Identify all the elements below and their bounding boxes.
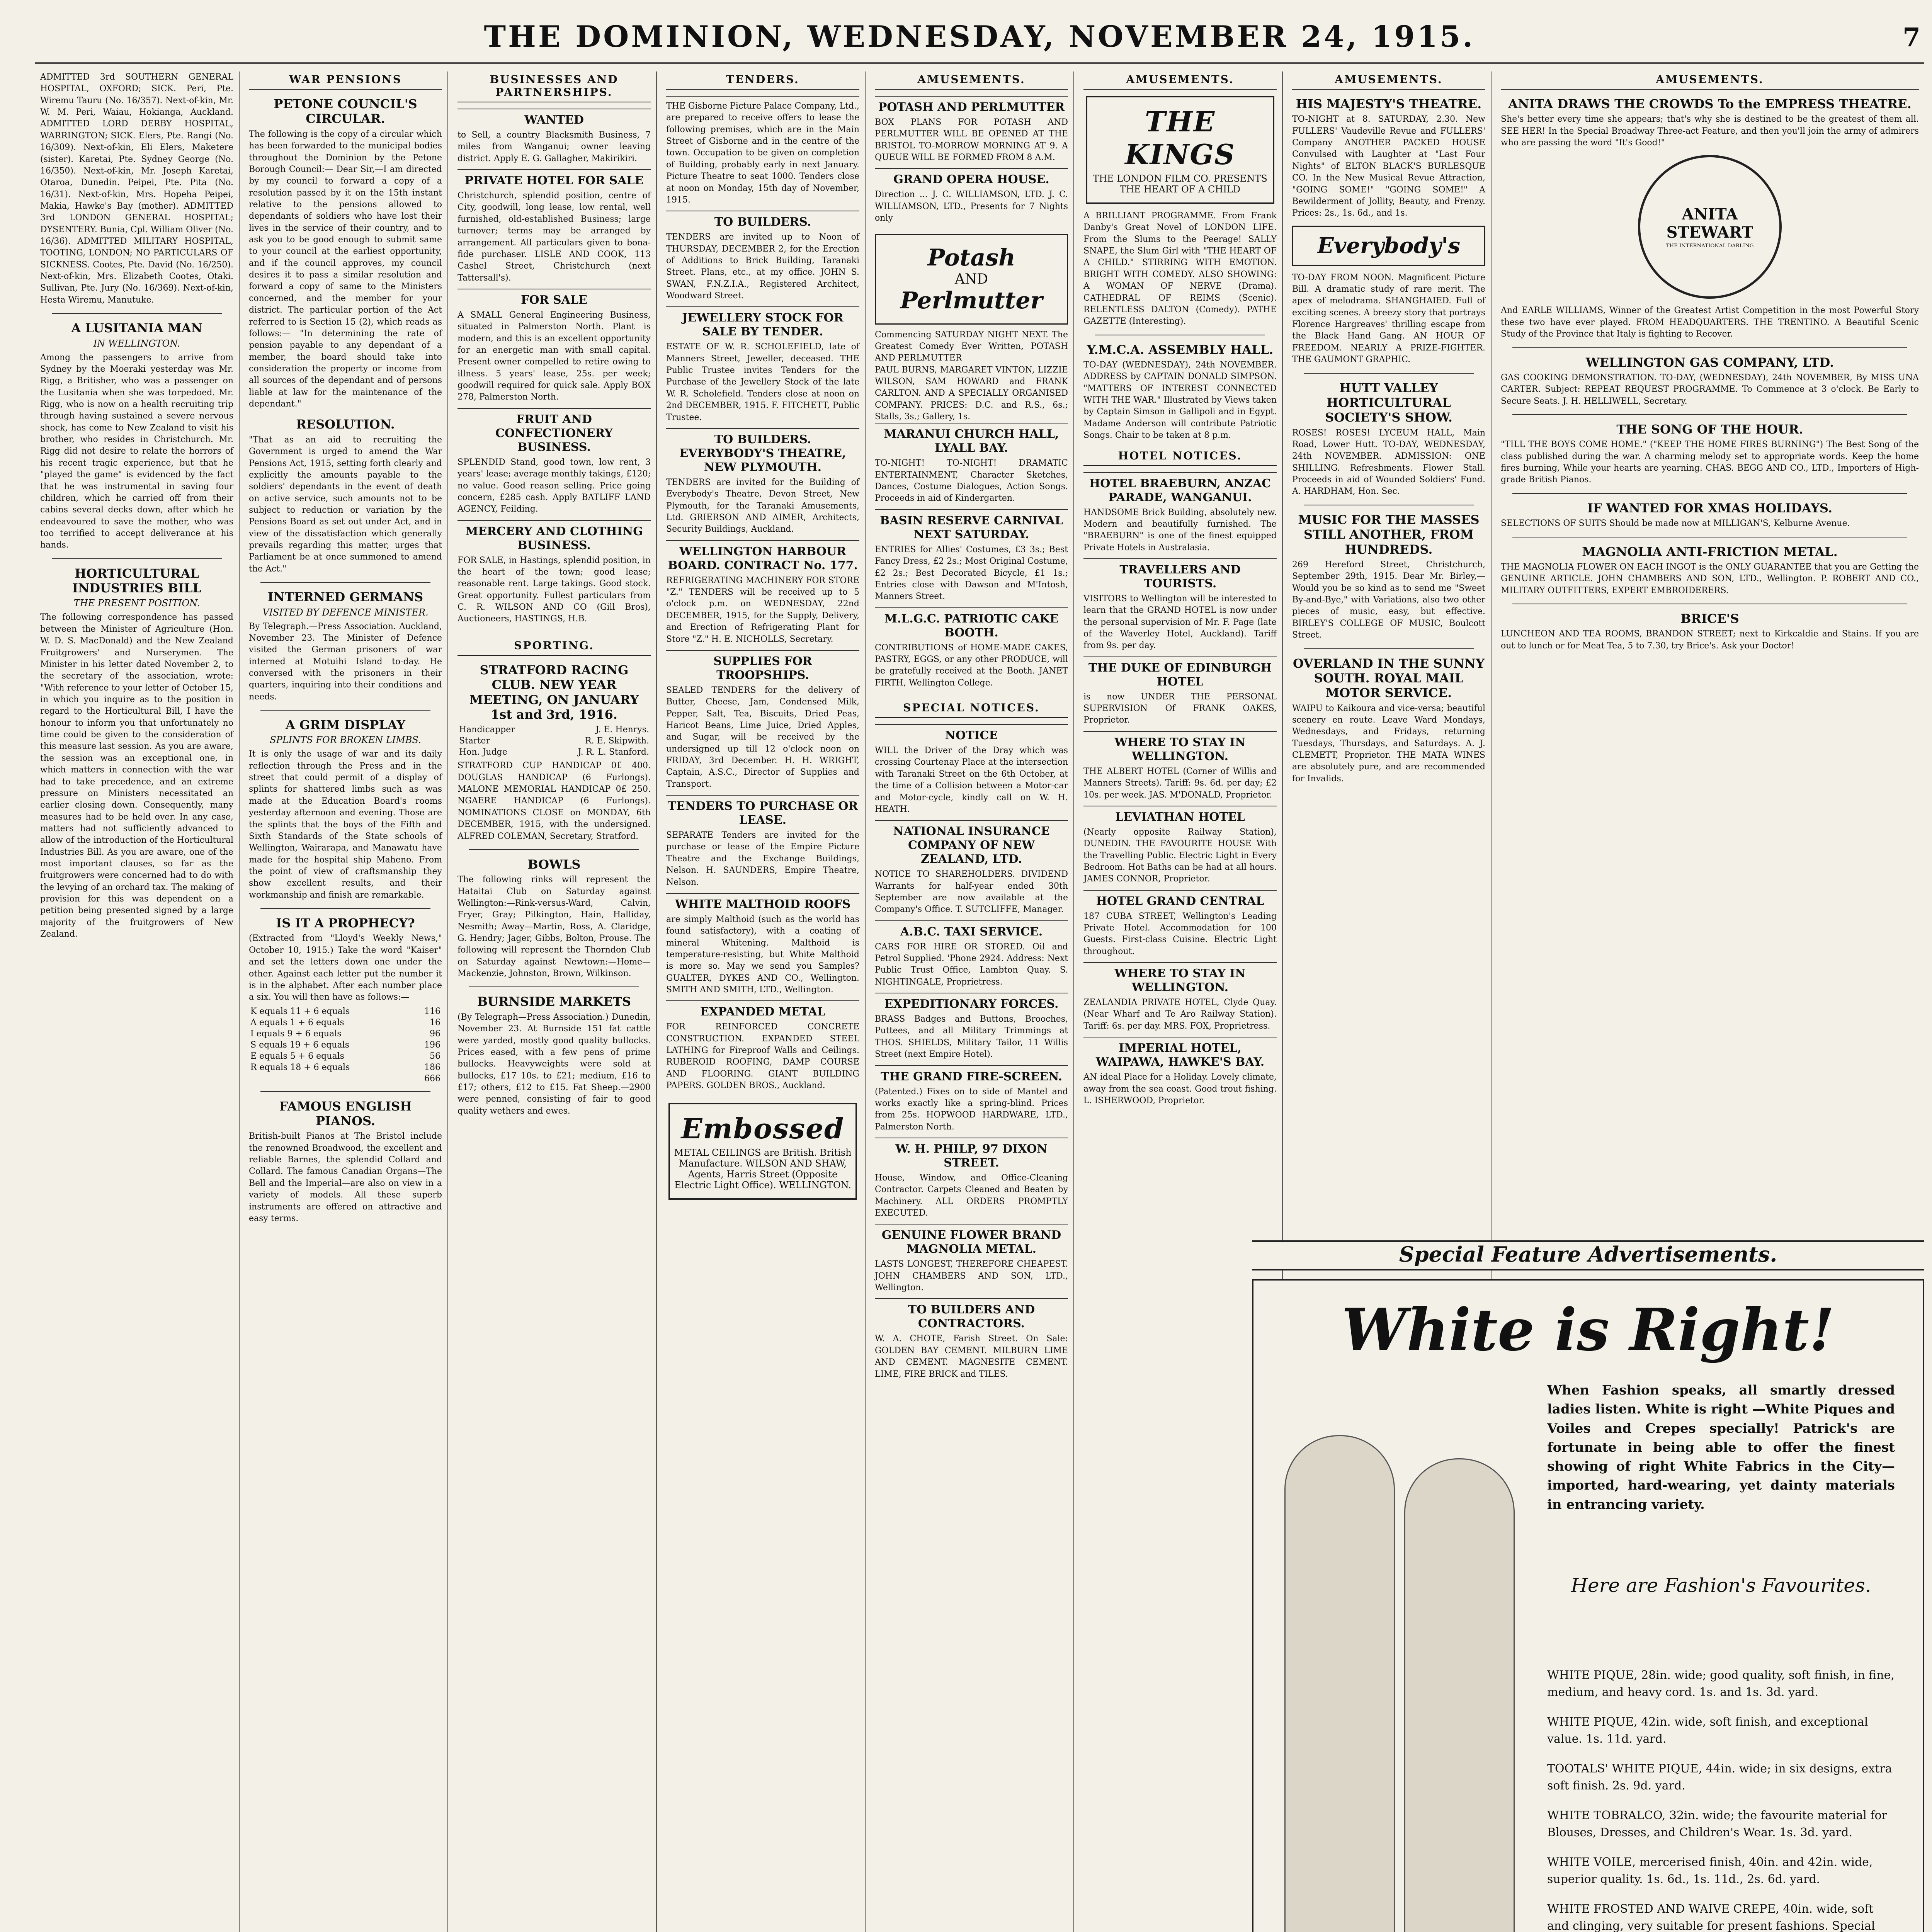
masthead: [35, 12, 1924, 64]
business-ad-body: Christchurch, splendid position, centre of City, goodwill, long lease, low rental, well furnished, old-established Business; large turnover; terms may be arranged by arrangement. All particulars given to bona-fide purchaser. LISLE AND COOK, 113 Cashel Street, Christchurch (next Tattersall's).: [457, 191, 651, 283]
divider: [1304, 373, 1474, 374]
official-row-label: Handicapper: [459, 725, 515, 735]
column-5: [869, 71, 1074, 1932]
special-notices-head: SPECIAL NOTICES.: [875, 700, 1068, 718]
fabric-item: WHITE PIQUE, 42in. wide, soft finish, and exceptional value. 1s. 11d. yard.: [1547, 1715, 1868, 1746]
his-majestys-body: TO-NIGHT at 8. SATURDAY, 2.30. New FULLERS' Vaudeville Revue and FULLERS' Company ANOTHER PACKED HOUSE Convulsed with Laughter at "Last Four Nights" of ELTON BLACK'S BURLESQUE CO. In the New Musical Revue Attraction, "GOING SOME!" "GOING SOME!" A Bewilderment of Jollity, Beauty, and Frenzy. Prices: 2s., 1s. 6d., and 1s.: [1292, 114, 1485, 218]
special-notice-heading: TO BUILDERS AND CONTRACTORS.: [908, 1303, 1035, 1331]
hotel-ad-heading: WHERE TO STAY IN WELLINGTON.: [1114, 967, 1246, 995]
prophecy-title: IS IT A PROPHECY?: [276, 916, 415, 931]
business-ad-body: to Sell, a country Blacksmith Business, 7 miles from Wanganui; owner leaving district. Apply E. G. Gallagher, Makirikiri.: [457, 130, 651, 163]
fashion-favourites-heading: Here are Fashion's Favourites.: [1571, 1574, 1871, 1597]
divider: [52, 558, 222, 559]
tender-ad-body: are simply Malthoid (such as the world has found satisfactory), with a coating of mineral Whitening. Malthoid is temperature-resisting, but White Malthoid is more so. May we send you Samples? GUALTER, DYKES AND CO., Wellington. SMITH AND SMITH, LTD., Wellington.: [666, 914, 859, 995]
hotel-ad-heading: IMPERIAL HOTEL, WAIPAWA, HAWKE'S BAY.: [1095, 1041, 1265, 1069]
fabric-list: [1547, 1667, 1895, 1932]
amusement-ad-heading: MARANUI CHURCH HALL, LYALL BAY.: [884, 427, 1059, 455]
anita-name: ANITA STEWART: [1666, 205, 1753, 242]
special-notice: [875, 1138, 1068, 1224]
horticultural-subtitle: THE PRESENT POSITION.: [73, 598, 200, 609]
prophecy-row: [249, 1028, 442, 1039]
hotel-ad: [1083, 1037, 1277, 1111]
special-notice-heading: A.B.C. TAXI SERVICE.: [900, 925, 1043, 939]
more-amusement-ads: [875, 423, 1068, 694]
special-notice-body: W. A. CHOTE, Farish Street. On Sale: GOLDEN BAY CEMENT. MILBURN LIME AND CEMENT. MAGNESITE CEMENT. LIME, FIRE BRICK and TILES.: [875, 1334, 1068, 1379]
fabric-item: WHITE TOBRALCO, 32in. wide; the favourite material for Blouses, Dresses, and Children's Wear. 1s. 3d. yard.: [1547, 1809, 1887, 1839]
business-ad-heading: FRUIT AND CONFECTIONERY BUSINESS.: [495, 412, 613, 454]
music-body: 269 Hereford Street, Christchurch, September 29th, 1915. Dear Mr. Birley,—Would you be so kind as to send me "Sweet By-and-Bye," with Variations, also two other pieces of music, easy, but effective. BIRLEY'S COLLEGE OF MUSIC, Boulcott Street.: [1292, 560, 1485, 640]
special-notices: [875, 724, 1068, 1385]
white-is-right-ad: [1252, 1279, 1924, 1932]
special-notice-heading: EXPEDITIONARY FORCES.: [884, 997, 1059, 1011]
interned-body: By Telegraph.—Press Association. Auckland, November 23. The Minister of Defence visited the German prisoners of war interned at Motuihi Island to-day. He conversed with the prisoners in their quarters, inquiring into their conditions and needs.: [249, 621, 442, 702]
metal-ceilings-text: METAL CEILINGS are British. British Manufacture. WILSON AND SHAW, Agents, Harris Street (Opposite Electric Light Office). WELLINGTON.: [674, 1147, 852, 1190]
prophecy-row-label: S equals 19 + 6 equals: [250, 1040, 349, 1050]
amusement-ad: [875, 168, 1068, 229]
embossed-logo: [668, 1103, 857, 1200]
divider: [260, 582, 430, 583]
horticultural-body: The following correspondence has passed between the Minister of Agriculture (Hon. W. D. S. MacDonald) and the New Zealand Fruitgrowers' and Nurserymen. The Minister in his letter dated November 2, to the secretary of the association, wrote: "With reference to your letter of October 15, in which you inquire as to the position in regard to the Horticultural Bill, I have the honour to inform you that unfortunately no time could be given to the consideration of this measure last session. As you are aware, the session was an exceptional one, in which matters in connection with the war had to take precedence, and an extreme pressure on Ministers necessitated an earlier closing down. Consequently, many measures had to be held over. In any case, matters had not sufficiently advanced to allow of the introduction of the Horticultural Industries Bill. As you are aware, one of the most important clauses, so far as the fruitgrowers were concerned had to do with the levying of an orchard tax. The making of provision for this was dependent on a petition being presented signed by a large majority of the fruitgrowers of New Zealand.: [40, 612, 233, 939]
hotel-ad-body: (Nearly opposite Railway Station), DUNEDIN. THE FAVOURITE HOUSE With the Travelling Public. Electric Light in Every Bedroom. Hot Baths can be had at all hours. JAMES CONNOR, Proprietor.: [1083, 827, 1277, 884]
hotel-ad-heading: HOTEL GRAND CENTRAL: [1096, 894, 1264, 908]
lady-figure-icon: [1284, 1435, 1395, 1932]
amusement-ads: [875, 96, 1068, 229]
prophecy-table: [249, 1006, 442, 1084]
stratford-officials: [457, 724, 651, 758]
prophecy-row-value: 96: [430, 1029, 440, 1039]
tender-ad: [666, 428, 859, 540]
tender-ad: [666, 540, 859, 650]
magnolia-title: MAGNOLIA ANTI-FRICTION METAL.: [1582, 544, 1838, 559]
prophecy-row-value: 186: [424, 1062, 440, 1072]
divider: [260, 1091, 430, 1092]
tender-ad-body: FOR REINFORCED CONCRETE CONSTRUCTION. EXPANDED STEEL LATHING for Fireproof Walls and Ceilings. RUBEROID ROOFING, DAMP COURSE AND FLOORING. GIANT BUILDING PAPERS. GOLDEN BROS., Auckland.: [666, 1022, 859, 1091]
white-lead-text: When Fashion speaks, all smartly dressed ladies listen. White is right —White Piques and Voiles and Crepes specially! Patrick's are fortunate in being able to offer the finest showing of right White Fabrics in the City—imported, hard-wearing, yet dainty materials in entrancing variety.: [1547, 1383, 1895, 1512]
hotel-ad-heading: TRAVELLERS AND TOURISTS.: [1119, 563, 1241, 590]
special-feature-banner: Special Feature Advertisements.: [1252, 1240, 1924, 1270]
amusement-ad: [875, 607, 1068, 694]
amusement-ad-heading: M.L.G.C. PATRIOTIC CAKE BOOTH.: [884, 612, 1059, 639]
brices-title: BRICE'S: [1680, 611, 1739, 626]
official-row: [457, 724, 651, 735]
everybodys-body: TO-DAY FROM NOON. Magnificent Picture Bill. A dramatic study of rare merit. The apex of melodrama. SHANGHAIED. Full of exciting scenes. A breezy story that portrays Florence Hargreaves' thrilling escape from the Black Hand Gang. AN HOUR OF FREEDOM. NEARLY A PRIZE-FIGHTER. THE GAUMONT GRAPHIC.: [1292, 272, 1485, 365]
hotel-ad: [1083, 890, 1277, 962]
song-body: "TILL THE BOYS COME HOME." ("KEEP THE HOME FIRES BURNING") The Best Song of the class published during the war. A charming melody set to appropriate words. Keep the home fires burning, While your hearts are yearning. CHAS. BEGG AND CO., LTD., Importers of High-grade British Pianos.: [1501, 440, 1919, 485]
ymca-body: TO-DAY (WEDNESDAY), 24th NOVEMBER. ADDRESS by CAPTAIN DONALD SIMPSON. "MATTERS OF INTEREST CONNECTED WITH THE WAR." Illustrated by Views taken by Captain Simson in Gallipoli and in Egypt. Madame Anderson will contribute Patriotic Songs. Chair to be taken at 8 p.m.: [1083, 360, 1277, 440]
tenders-head: TENDERS.: [666, 71, 859, 90]
prophecy-row-value: 56: [430, 1051, 440, 1061]
amusements-head: AMUSEMENTS.: [1292, 71, 1485, 90]
divider: [52, 313, 222, 314]
tender-ad: [666, 650, 859, 795]
amusements-head: AMUSEMENTS.: [1501, 71, 1919, 90]
tender-ad-body: ESTATE OF W. R. SCHOLEFIELD, late of Manners Street, Jeweller, deceased. THE Public Trustee invites Tenders for the Purchase of the Jewellery Stock of the late W. R. Scholefield. Tenders close at noon on 2nd DECEMBER, 1915. F. FITCHETT, Public Trustee.: [666, 342, 859, 422]
amusement-ad-heading: POTASH AND PERLMUTTER: [878, 100, 1065, 114]
tender-ad: [666, 893, 859, 1001]
divider: [1512, 493, 1907, 494]
interned-subtitle: VISITED BY DEFENCE MINISTER.: [262, 607, 429, 618]
official-row-label: Hon. Judge: [459, 747, 507, 757]
tender-ad: [666, 211, 859, 306]
tender-ad: [666, 306, 859, 428]
special-notice-body: CARS FOR HIRE OR STORED. Oil and Petrol Supplied. 'Phone 2924. Address: Next Public Trust Office, Lambton Quay. S. NIGHTINGALE, Proprietress.: [875, 942, 1068, 987]
tender-ad-heading: EXPANDED METAL: [700, 1005, 825, 1019]
official-row-value: J. E. Henrys.: [595, 725, 649, 735]
petone-title: PETONE COUNCIL'S CIRCULAR.: [274, 97, 417, 126]
burnside-body: (By Telegraph—Press Association.) Dunedin, November 23. At Burnside 151 fat cattle were yarded, mostly good quality bullocks. Prices eased, with a few pens of prime bullocks. Heavyweights were sold at bullocks, £17 10s. to £21; medium, £16 to £17; others, £12 to £15. Fat Sheep.—2900 were penned, consisting of fair to good quality wethers and ewes.: [457, 1012, 651, 1116]
hotel-ad-heading: HOTEL BRAEBURN, ANZAC PARADE, WANGANUI.: [1089, 476, 1271, 504]
business-ad-body: A SMALL General Engineering Business, situated in Palmerston North. Plant is modern, and this is an excellent opportunity for an energetic man with small capital. Present owner compelled to retire owing to illness. 5 years' lease, 25s. per week; goodwill required for quick sale. Apply BOX 278, Palmerston North.: [457, 310, 651, 402]
tender-ad-heading: WHITE MALTHOID ROOFS: [675, 897, 851, 911]
tender-ad-body: REFRIGERATING MACHINERY FOR STORE "Z." TENDERS will be received up to 5 o'clock p.m. on WEDNESDAY, 22nd DECEMBER, 1915, for the Supply, Delivery, and Erection of Refrigerating Plant for Store "Z." H. E. NICHOLLS, Secretary.: [666, 575, 859, 644]
tender-ad-body: TENDERS are invited for the Building of Everybody's Theatre, Devon Street, New Plymouth, for the Taranaki Amusements, Ltd. GRIERSON AND AIMER, Architects, Security Buildings, Auckland.: [666, 477, 859, 534]
anita-tagline: THE INTERNATIONAL DARLING: [1666, 243, 1754, 249]
divider: [260, 908, 430, 909]
business-ad: [457, 408, 651, 520]
tender-ad-body: SEALED TENDERS for the delivery of Butter, Cheese, Jam, Condensed Milk, Pepper, Salt, Tea, Biscuits, Dried Peas, Haricot Beans, Lime Juice, Dried Apples, and Sugar, will be received by the undersigned up till 12 o'clock noon on FRIDAY, 3rd December. H. H. WRIGHT, Captain, A.S.C., Director of Supplies and Transport.: [666, 685, 859, 789]
divider: [469, 849, 639, 850]
perlmutter-word: Perlmutter: [900, 287, 1043, 314]
divider: [469, 986, 639, 987]
xmas-title: IF WANTED FOR XMAS HOLIDAYS.: [1587, 500, 1833, 515]
business-ad-heading: WANTED: [524, 113, 584, 127]
horticultural-title: HORTICULTURAL INDUSTRIES BILL: [72, 566, 201, 596]
gas-body: GAS COOKING DEMONSTRATION. TO-DAY, (WEDNESDAY), 24th NOVEMBER, By MISS UNA CARTER. Subject: REPEAT REQUEST PROGRAMME. To Commence at 3 o'clock. Be Early to Secure Seats. J. H. HELLIWELL, Secretary.: [1501, 372, 1919, 406]
tender-ad: [666, 795, 859, 893]
amusement-ad: [875, 423, 1068, 509]
hotel-ad-body: VISITORS to Wellington will be interested to learn that the GRAND HOTEL is now under the personal supervision of Mr. F. Page (late of the Waverley Hotel, Auckland). Tariff from 9s. per day.: [1083, 594, 1277, 651]
divider: [1512, 414, 1907, 415]
tender-ad-heading: TO BUILDERS. EVERYBODY'S THEATRE, NEW PLYMOUTH.: [679, 432, 846, 474]
amusement-ad: [875, 96, 1068, 168]
business-ads: [457, 109, 651, 630]
special-notice-body: (Patented.) Fixes on to side of Mantel and works exactly like a spring-blind. Prices from 25s. HOPWOOD HARDWARE, LTD., Palmerston North.: [875, 1087, 1068, 1132]
official-row: [457, 735, 651, 747]
fabric-item: WHITE FROSTED AND WAIVE CREPE, 40in. wide, soft and clinging, very suitable for present fashions. Special: [1547, 1902, 1875, 1932]
special-notice: [875, 1224, 1068, 1298]
prophecy-row-value: 196: [424, 1040, 440, 1050]
divider: [1304, 648, 1474, 649]
amusements-head: AMUSEMENTS.: [875, 71, 1068, 90]
hotel-ad: [1083, 731, 1277, 806]
prophecy-row-label: R equals 18 + 6 equals: [250, 1062, 350, 1072]
prophecy-row-label: I equals 9 + 6 equals: [250, 1029, 342, 1039]
fabric-item: WHITE VOILE, mercerised finish, 40in. and 42in. wide, superior quality. 1s. 6d., 1s. 11d., 2s. 6d. yard.: [1547, 1855, 1873, 1886]
official-row-value: J. R. L. Stanford.: [578, 747, 649, 757]
business-ad: [457, 109, 651, 169]
amusement-ad-body: Direction ... J. C. WILLIAMSON, LTD. J. C. WILLIAMSON, LTD., Presents for 7 Nights only: [875, 190, 1068, 223]
special-notice-body: LASTS LONGEST, THEREFORE CHEAPEST. JOHN CHAMBERS AND SON, LTD., Wellington.: [875, 1259, 1068, 1293]
business-ad: [457, 169, 651, 289]
fabric-item: WHITE PIQUE, 28in. wide; good quality, soft finish, in fine, medium, and heavy cord. 1s. and 1s. 3d. yard.: [1547, 1668, 1895, 1699]
song-title: THE SONG OF THE HOUR.: [1616, 422, 1803, 437]
sporting-head: SPORTING.: [457, 638, 651, 656]
kings-title: THE KINGS: [1125, 105, 1235, 171]
his-majestys-title: HIS MAJESTY'S THEATRE.: [1296, 97, 1482, 111]
anita-stewart-portrait: [1638, 155, 1782, 299]
stratford-body: STRATFORD CUP HANDICAP 0£ 400. DOUGLAS HANDICAP (6 Furlongs). MALONE MEMORIAL HANDICAP 0£ 250. NGAERE HANDICAP (6 Furlongs). NOMINATIONS CLOSE on MONDAY, 6th DECEMBER, 1915, with the undersigned. ALFRED COLEMAN, Secretary, Stratford.: [457, 761, 651, 841]
hotel-notices-head: HOTEL NOTICES.: [1083, 448, 1277, 466]
business-ad-body: SPLENDID Stand, good town, low rent, 3 years' lease; average monthly takings, £120; no value. Good reason selling. Price going concern, £285 cash. Apply BATLIFF LAND AGENCY, Feilding.: [457, 457, 651, 514]
official-row-label: Starter: [459, 736, 490, 746]
kings-logo: [1086, 96, 1274, 204]
tender-ad: [666, 1000, 859, 1096]
ymca-title: Y.M.C.A. ASSEMBLY HALL.: [1087, 342, 1274, 357]
grim-title: A GRIM DISPLAY: [286, 718, 405, 733]
tender-ad-body: TENDERS are invited up to Noon of THURSDAY, DECEMBER 2, for the Erection of Additions to Brick Building, Taranaki Street. Plans, etc., at my office. JOHN S. SWAN, F.N.Z.I.A., Registered Architect, Woodward Street.: [666, 232, 859, 301]
special-notice-body: House, Window, and Office-Cleaning Contractor. Carpets Cleaned and Beaten by Machinery. ALL ORDERS PROMPTLY EXECUTED.: [875, 1173, 1068, 1218]
tender-ad-heading: TENDERS TO PURCHASE OR LEASE.: [667, 799, 858, 827]
fashion-illustration: [1277, 1396, 1524, 1932]
potash-commencing: Commencing SATURDAY NIGHT NEXT. The Greatest Comedy Ever Written, POTASH AND PERLMUTTER: [875, 330, 1068, 363]
lusitania-subtitle: IN WELLINGTON.: [93, 338, 180, 349]
stratford-title: STRATFORD RACING CLUB. NEW YEAR MEETING, ON JANUARY 1st and 3rd, 1916.: [469, 662, 639, 722]
hotel-ad-body: 187 CUBA STREET, Wellington's Leading Private Hotel. Accommodation for 100 Guests. First-class Cuisine. Electric Light throughout.: [1083, 911, 1277, 956]
business-ad-heading: PRIVATE HOTEL FOR SALE: [464, 174, 644, 188]
prophecy-row-label: K equals 11 + 6 equals: [250, 1006, 350, 1016]
potash-cast: PAUL BURNS, MARGARET VINTON, LIZZIE WILSON, SAM HOWARD and FRANK CARLTON. AND A SPECIALLY ORGANISED COMPANY. PRICES: D.C. and R.S., 6s.; Stalls, 3s.; Gallery, 1s.: [875, 365, 1068, 422]
brices-body: LUNCHEON AND TEA ROOMS, BRANDON STREET; next to Kirkcaldie and Stains. If you are out to lunch or for Meat Tea, 5 to 7.30, try Brice's. Ask your Doctor!: [1501, 629, 1919, 651]
prophecy-row: [249, 1051, 442, 1062]
overland-title: OVERLAND IN THE SUNNY SOUTH. ROYAL MAIL MOTOR SERVICE.: [1293, 656, 1485, 701]
lusitania-title: A LUSITANIA MAN: [71, 321, 202, 336]
hotel-ad-body: AN ideal Place for a Holiday. Lovely climate, away from the sea coast. Good trout fishing. L. ISHERWOOD, Proprietor.: [1083, 1072, 1277, 1105]
tender-ad-heading: SUPPLIES FOR TROOPSHIPS.: [713, 654, 812, 682]
potash-and: AND: [954, 271, 988, 287]
tender-ad: [666, 96, 859, 211]
amusement-ad-body: CONTRIBUTIONS of HOME-MADE CAKES, PASTRY, EGGS, or any other PRODUCE, will be gratefully received at the Booth. JANET FIRTH, Wellington College.: [875, 643, 1068, 688]
lady-figure-icon: [1404, 1458, 1515, 1932]
fabric-item: TOOTALS' WHITE PIQUE, 44in. wide; in six designs, extra soft finish. 2s. 9d. yard.: [1547, 1762, 1892, 1793]
amusement-ad-body: ENTRIES for Allies' Costumes, £3 3s.; Best Fancy Dress, £2 2s.; Most Original Costume, £2 2s.; Best Decorated Bicycle, £1 1s.; Entries close with Dawson and M'Intosh, Manners Street.: [875, 544, 1068, 602]
anita-body: She's better every time she appears; that's why she is destined to be the greatest of them all. SEE HER! In the Special Broadway Three-act Feature, and then you'll join the army of admirers who are passing the word "It's Good!": [1501, 114, 1919, 148]
amusement-ad: [875, 509, 1068, 607]
hotel-ad-heading: WHERE TO STAY IN WELLINGTON.: [1114, 735, 1246, 763]
tender-ad-heading: TO BUILDERS.: [714, 215, 811, 229]
business-ad: [457, 520, 651, 630]
masthead-title: THE DOMINION, WEDNESDAY, NOVEMBER 24, 1915.: [484, 19, 1475, 54]
hotel-ad-heading: LEVIATHAN HOTEL: [1115, 810, 1245, 824]
column-4: [661, 71, 866, 1932]
amusements-head: AMUSEMENTS.: [1083, 71, 1277, 90]
tender-ads: [666, 96, 859, 1097]
amusement-ad-body: TO-NIGHT! TO-NIGHT! DRAMATIC ENTERTAINMENT, Character Sketches, Dances, Costume Dialogues, Action Songs. Proceeds in aid of Kindergarten.: [875, 458, 1068, 503]
lusitania-body: Among the passengers to arrive from Sydney by the Moeraki yesterday was Mr. Rigg, a Britisher, who was a passenger on the Lusitania when she was torpedoed. Mr. Rigg, who is now on a health recruiting trip through having sustained a severe nervous shock, has come to New Zealand to visit his brother, who resides in Christchurch. Mr. Rigg did not desire to relate the horrors of his recent tragic experience, but that he "played the game" is evidenced by the fact that he was instrumental in saving four children, which he carried off from their cabins several decks down, after which he endeavoured to save the mother, who was too terrified to accept deliverance at his hands.: [40, 352, 233, 550]
hotel-ad-body: THE ALBERT HOTEL (Corner of Willis and Manners Streets). Tariff: 9s. 6d. per day; £2 10s. per week. JAS. M'DONALD, Proprietor.: [1083, 766, 1277, 800]
divider: [260, 710, 430, 711]
special-notice: [875, 724, 1068, 820]
grim-body: It is only the usage of war and its daily reflection through the Press and in the street that could permit of a display of splints for shattered limbs such as was made at the Education Board's rooms yesterday afternoon and evening. Those are the splints that the boys of the Fifth and Sixth Standards of the State schools of Wellington, Wairarapa, and Manawatu have made for the hospital ship Maheno. From the point of view of craftsmanship they show excellent results, and their workmanship and finish are remarkable.: [249, 749, 442, 900]
hotel-ads: [1083, 472, 1277, 1112]
embossed-wordmark: Embossed: [681, 1112, 845, 1145]
pianos-title: FAMOUS ENGLISH PIANOS.: [279, 1099, 412, 1129]
hotel-ad: [1083, 656, 1277, 731]
special-notice-heading: W. H. PHILP, 97 DIXON STREET.: [895, 1142, 1048, 1170]
special-notice: [875, 1065, 1068, 1138]
petone-body: The following is the copy of a circular which has been forwarded to the municipal bodies throughout the Dominion by the Petone Borough Council:— Dear Sir,—I am directed by my council to forward a copy of a resolution passed by it on the 15th instant relative to the pensions allowed to dependants of soldiers who have lost their lives in the service of their country, and to ask you to be good enough to submit same to your council at the earliest opportunity, and if the council approves, my council desires it to pass a similar resolution and forward a copy of same to the Ministers concerned, and the member for your district. The particular portion of the Act referred to is Section 15 (2), which reads as follows:— "In determining the rate of pension payable to any dependant of a member, the board should take into consideration the property or income from all sources of the dependant and of persons liable at law for the maintenance of the dependant.": [249, 129, 442, 409]
special-notice: [875, 820, 1068, 920]
earle-body: And EARLE WILLIAMS, Winner of the Greatest Artist Competition in the most Powerful Story these two have ever played. FROM HEADQUARTERS. THE TRENTINO. A Beautiful Scenic Study of the Province that Italy is fighting to Recover.: [1501, 306, 1919, 339]
anita-title: ANITA DRAWS THE CROWDS To the EMPRESS THEATRE.: [1508, 97, 1912, 111]
hotel-ad: [1083, 472, 1277, 558]
business-ad-heading: MERCERY AND CLOTHING BUSINESS.: [465, 524, 643, 552]
column-1: [35, 71, 240, 1932]
bowls-body: The following rinks will represent the Hataitai Club on Saturday against Wellington:—Rink-versus-Ward, Calvin, Fryer, Gray; Pilkington, Hain, Halliday, Nesmith; Away—Martin, Ross, A. Claridge, G. Hendry; Jager, Gibbs, Bolton, Prouse. The following will represent the Thorndon Club on Saturday against Newtown:—Home—Mackenzie, Johnston, Brown, Wilkinson.: [457, 875, 651, 979]
special-notice-body: WILL the Driver of the Dray which was crossing Courtenay Place at the intersection with Taranaki Street on the 6th October, at the time of a Collision between a Motor-car and Motor-cycle, kindly call on W. H. HEATH.: [875, 746, 1068, 814]
prophecy-row-label: A equals 1 + 6 equals: [250, 1017, 344, 1027]
prophecy-row: [249, 1017, 442, 1028]
bowls-title: BOWLS: [527, 857, 581, 872]
xmas-body: SELECTIONS OF SUITS Should be made now at MILLIGAN'S, Kelburne Avenue.: [1501, 519, 1850, 529]
column-2: [243, 71, 448, 1932]
prophecy-row-label: E equals 5 + 6 equals: [250, 1051, 344, 1061]
hotel-ad-heading: THE DUKE OF EDINBURGH HOTEL: [1088, 661, 1272, 689]
tender-ad-heading: WELLINGTON HARBOUR BOARD. CONTRACT No. 177.: [668, 544, 858, 572]
prophecy-row: [249, 1062, 442, 1073]
everybodys-logo: Everybody's: [1292, 226, 1485, 266]
prophecy-total: 666: [424, 1073, 440, 1083]
tender-ad-body: SEPARATE Tenders are invited for the purchase or lease of the Empire Picture Theatre and the Exchange Buildings, Nelson. H. SAUNDERS, Empire Theatre, Nelson.: [666, 830, 859, 887]
official-row-value: R. E. Skipwith.: [585, 736, 649, 746]
potash-word: Potash: [927, 244, 1015, 271]
gas-title: WELLINGTON GAS COMPANY, LTD.: [1585, 355, 1834, 370]
special-notice: [875, 993, 1068, 1065]
businesses-head: BUSINESSES AND PARTNERSHIPS.: [457, 71, 651, 102]
page-number: 7: [1903, 22, 1920, 53]
tender-ad-heading: JEWELLERY STOCK FOR SALE BY TENDER.: [682, 311, 844, 339]
overland-body: WAIPU to Kaikoura and vice-versa; beautiful scenery en route. Leave Ward Mondays, Wednesdays, and Fridays, returning Tuesdays, Thursdays, and Saturdays. A. J. CLEMETT, Proprietor. THE MATA WINES are absolutely pure, and are recommended for Invalids.: [1292, 703, 1485, 784]
special-notice: [875, 1298, 1068, 1384]
hotel-ad-body: ZEALANDIA PRIVATE HOTEL, Clyde Quay. (Near Wharf and Te Aro Railway Station). Tariff: 6s. per day. MRS. FOX, Proprietress.: [1083, 998, 1277, 1031]
prophecy-row: [249, 1006, 442, 1017]
magnolia-body: THE MAGNOLIA FLOWER ON EACH INGOT is the ONLY GUARANTEE that you are Getting the GENUINE ARTICLE. JOHN CHAMBERS AND SON, LTD., Wellington. P. ROBERT AND CO., MILITARY OUTFITTERS, EXPERT EMBROIDERERS.: [1501, 562, 1919, 595]
column-3: [452, 71, 657, 1932]
special-notice-heading: NATIONAL INSURANCE COMPANY OF NEW ZEALAND, LTD.: [893, 825, 1050, 866]
business-ad: [457, 289, 651, 408]
special-notice-heading: THE GRAND FIRE-SCREEN.: [881, 1070, 1062, 1083]
pianos-body: British-built Pianos at The Bristol include the renowned Broadwood, the excellent and reliable Barnes, the splendid Collard and Collard. The famous Canadian Organs—The Bell and the Imperial—are also on view in a variety of models. All these superb instruments are offered on attractive and easy terms.: [249, 1131, 442, 1223]
special-notice-heading: GENUINE FLOWER BRAND MAGNOLIA METAL.: [881, 1228, 1061, 1256]
prophecy-body: (Extracted from "Lloyd's Weekly News," October 10, 1915.) Take the word "Kaiser" and set the letters down one under the other. Against each letter put the number it is in the alphabet. After each number place a six. You will then have as follows:—: [249, 934, 442, 1002]
grim-subtitle: SPLINTS FOR BROKEN LIMBS.: [270, 735, 421, 746]
amusement-ad-body: BOX PLANS FOR POTASH AND PERLMUTTER WILL BE OPENED AT THE BRISTOL TO-MORROW MORNING AT 9. A QUEUE WILL BE FORMED FROM 8 A.M.: [875, 117, 1068, 163]
business-ad-heading: FOR SALE: [521, 293, 587, 307]
prophecy-row-value: 116: [424, 1006, 440, 1016]
resolution-title: RESOLUTION.: [296, 417, 395, 432]
hotel-ad-body: HANDSOME Brick Building, absolutely new. Modern and beautifully furnished. The "BRAEBURN" is one of the finest equipped Private Hotels in Australasia.: [1083, 507, 1277, 553]
amusement-ad-heading: BASIN RESERVE CARNIVAL NEXT SATURDAY.: [880, 514, 1063, 541]
resolution-body: "That as an aid to recruiting the Government is urged to amend the War Pensions Act, 1915, setting forth clearly and explicitly the amounts payable to the soldiers' dependants in the event of death on active service, such amounts not to be subject to reduction or variation by the Pensions Board as set out under Act, and in view of the dissatisfaction which generally prevails regarding this matter, urges that Parliament be at once summoned to amend the Act.": [249, 435, 442, 574]
interned-title: INTERNED GERMANS: [267, 590, 423, 605]
official-row: [457, 747, 651, 758]
white-is-right-title: White is Right!: [1342, 1296, 1835, 1364]
hotel-ad: [1083, 806, 1277, 890]
special-notice-body: NOTICE TO SHAREHOLDERS. DIVIDEND Warrants for half-year ended 30th September are now available at the Company's Office. T. SUTCLIFFE, Manager.: [875, 869, 1068, 915]
kings-body: A BRILLIANT PROGRAMME. From Frank Danby's Great Novel of LONDON LIFE. From the Slums to the Peerage! SALLY SNAPE, the Slum Girl with "THE HEART OF A CHILD." STIRRING WITH EMOTION. BRIGHT WITH COMEDY. ALSO SHOWING: A WOMAN OF NERVE (Drama). CATHEDRAL OF REIMS (Scenic). RELENTLESS DALTON (Comedy). PATHE GAZETTE (Interesting).: [1083, 211, 1277, 327]
music-title: MUSIC FOR THE MASSES STILL ANOTHER, FROM HUNDREDS.: [1298, 512, 1480, 557]
kings-subtitle: THE LONDON FILM CO. PRESENTS THE HEART OF A CHILD: [1093, 173, 1267, 195]
special-notice: [875, 920, 1068, 993]
hotel-ad-body: is now UNDER THE PERSONAL SUPERVISION Of FRANK OAKES, Proprietor.: [1083, 692, 1277, 725]
prophecy-row-value: 16: [430, 1017, 440, 1027]
casualty-list: ADMITTED 3rd SOUTHERN GENERAL HOSPITAL, OXFORD; SICK. Peri, Pte. Wiremu Tauru (No. 16/357). Next-of-kin, Mr. W. M. Peri, Waiau, Hokianga, Auckland. ADMITTED LORD DERBY HOSPITAL, WARRINGTON; SICK. Elers, Pte. Rangi (No. 16/309). Next-of-kin, Eli Elers, Maketere (sister). Karetai, Pte. Sydney George (No. 16/350). Next-of-kin, Mr. Joseph Karetai, Otaroa, Dunedin. Peipei, Pte. Pita (No. 16/31). Next-of-kin, Mrs. Hopeha Peipei, Makia, Hawke's Bay (mother). ADMITTED 3rd LONDON GENERAL HOSPITAL; DYSENTERY. Bunia, Cpl. William Oliver (No. 16/36). ADMITTED MILITARY HOSPITAL, TOOTING, LONDON; NO PARTICULARS OF SICKNESS. Cootes, Pte. David (No. 16/250). Next-of-kin, Mrs. Elizabeth Cootes, Otaki. Sullivan, Pte. Jury (No. 16/369). Next-of-kin, Hesta Wiremu, Manutuke.: [40, 72, 233, 305]
hotel-ad: [1083, 962, 1277, 1037]
war-pensions-head: WAR PENSIONS: [249, 71, 442, 90]
divider: [1512, 347, 1907, 348]
special-notice-body: BRASS Badges and Buttons, Brooches, Puttees, and all Military Trimmings at THOS. SHIELDS, Military Tailor, 11 Willis Street (next Empire Hotel).: [875, 1014, 1068, 1060]
prophecy-row: [249, 1039, 442, 1051]
burnside-title: BURNSIDE MARKETS: [477, 994, 631, 1009]
roses-title: HUTT VALLEY HORTICULTURAL SOCIETY'S SHOW.: [1325, 380, 1452, 425]
amusement-ad-heading: GRAND OPERA HOUSE.: [893, 173, 1049, 187]
hotel-ad: [1083, 558, 1277, 656]
tender-ad-body: THE Gisborne Picture Palace Company, Ltd., are prepared to receive offers to lease the following premises, which are in the Main Street of Gisborne and in the centre of the town. Occupation to be given on completion of Building, probably early in next January. Picture Theatre to seat 1000. Tenders close at noon on Monday, 15th day of November, 1915.: [666, 101, 859, 205]
potash-logo: [875, 234, 1068, 325]
special-notice-heading: NOTICE: [945, 729, 998, 743]
roses-body: ROSES! ROSES! LYCEUM HALL, Main Road, Lower Hutt. TO-DAY, WEDNESDAY, 24th NOVEMBER. ADMISSION: ONE SHILLING. Refreshments. Flower Stall. Proceeds in aid of Wounded Soldiers' Fund. A. HARDHAM, Hon. Sec.: [1292, 428, 1485, 497]
business-ad-body: FOR SALE, in Hastings, splendid position, in the heart of the town; good lease; reasonable rent. Large takings. Good stock. Great opportunity. Fullest particulars from C. R. WILSON AND CO (Gill Bros), Auctioneers, HASTINGS, H.B.: [457, 555, 651, 624]
